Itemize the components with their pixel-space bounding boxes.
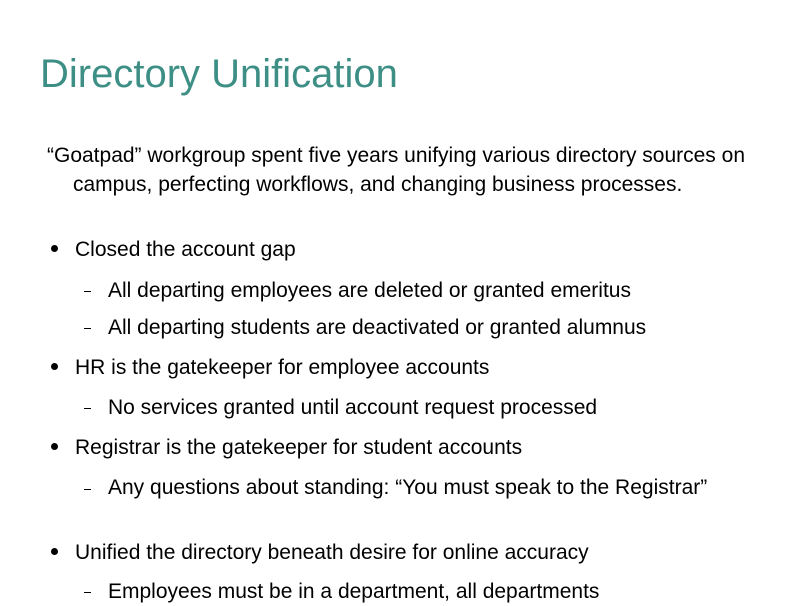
- bullet-item: Unified the directory beneath desire for online accuracy: [75, 541, 589, 564]
- bullet-item: HR is the gatekeeper for employee accounts: [75, 356, 490, 379]
- bullet-marker: [51, 363, 58, 370]
- sub-bullet-item: No services granted until account request processed: [108, 396, 598, 419]
- sub-bullet-item: Any questions about standing: “You must speak to the Registrar”: [108, 476, 708, 499]
- bullet-marker: [51, 548, 58, 555]
- slide-title: Directory Unification: [40, 52, 398, 96]
- sub-bullet-item: Employees must be in a department, all departments: [108, 580, 600, 603]
- dash-marker: [84, 592, 91, 593]
- intro-paragraph: “Goatpad” workgroup spent five years unifying various directory sources on campus, perfecting workflows, and changing business processes.: [47, 144, 746, 196]
- dash-marker: [84, 489, 91, 490]
- dash-marker: [84, 328, 91, 329]
- dash-marker: [84, 408, 91, 409]
- sub-bullet-item: All departing employees are deleted or granted emeritus: [108, 279, 631, 302]
- bullet-item: Closed the account gap: [75, 238, 296, 261]
- bullet-marker: [51, 443, 58, 450]
- sub-bullet-item: All departing students are deactivated or granted alumnus: [108, 316, 647, 339]
- bullet-marker: [51, 245, 58, 252]
- dash-marker: [84, 291, 91, 292]
- bullet-item: Registrar is the gatekeeper for student accounts: [75, 436, 523, 459]
